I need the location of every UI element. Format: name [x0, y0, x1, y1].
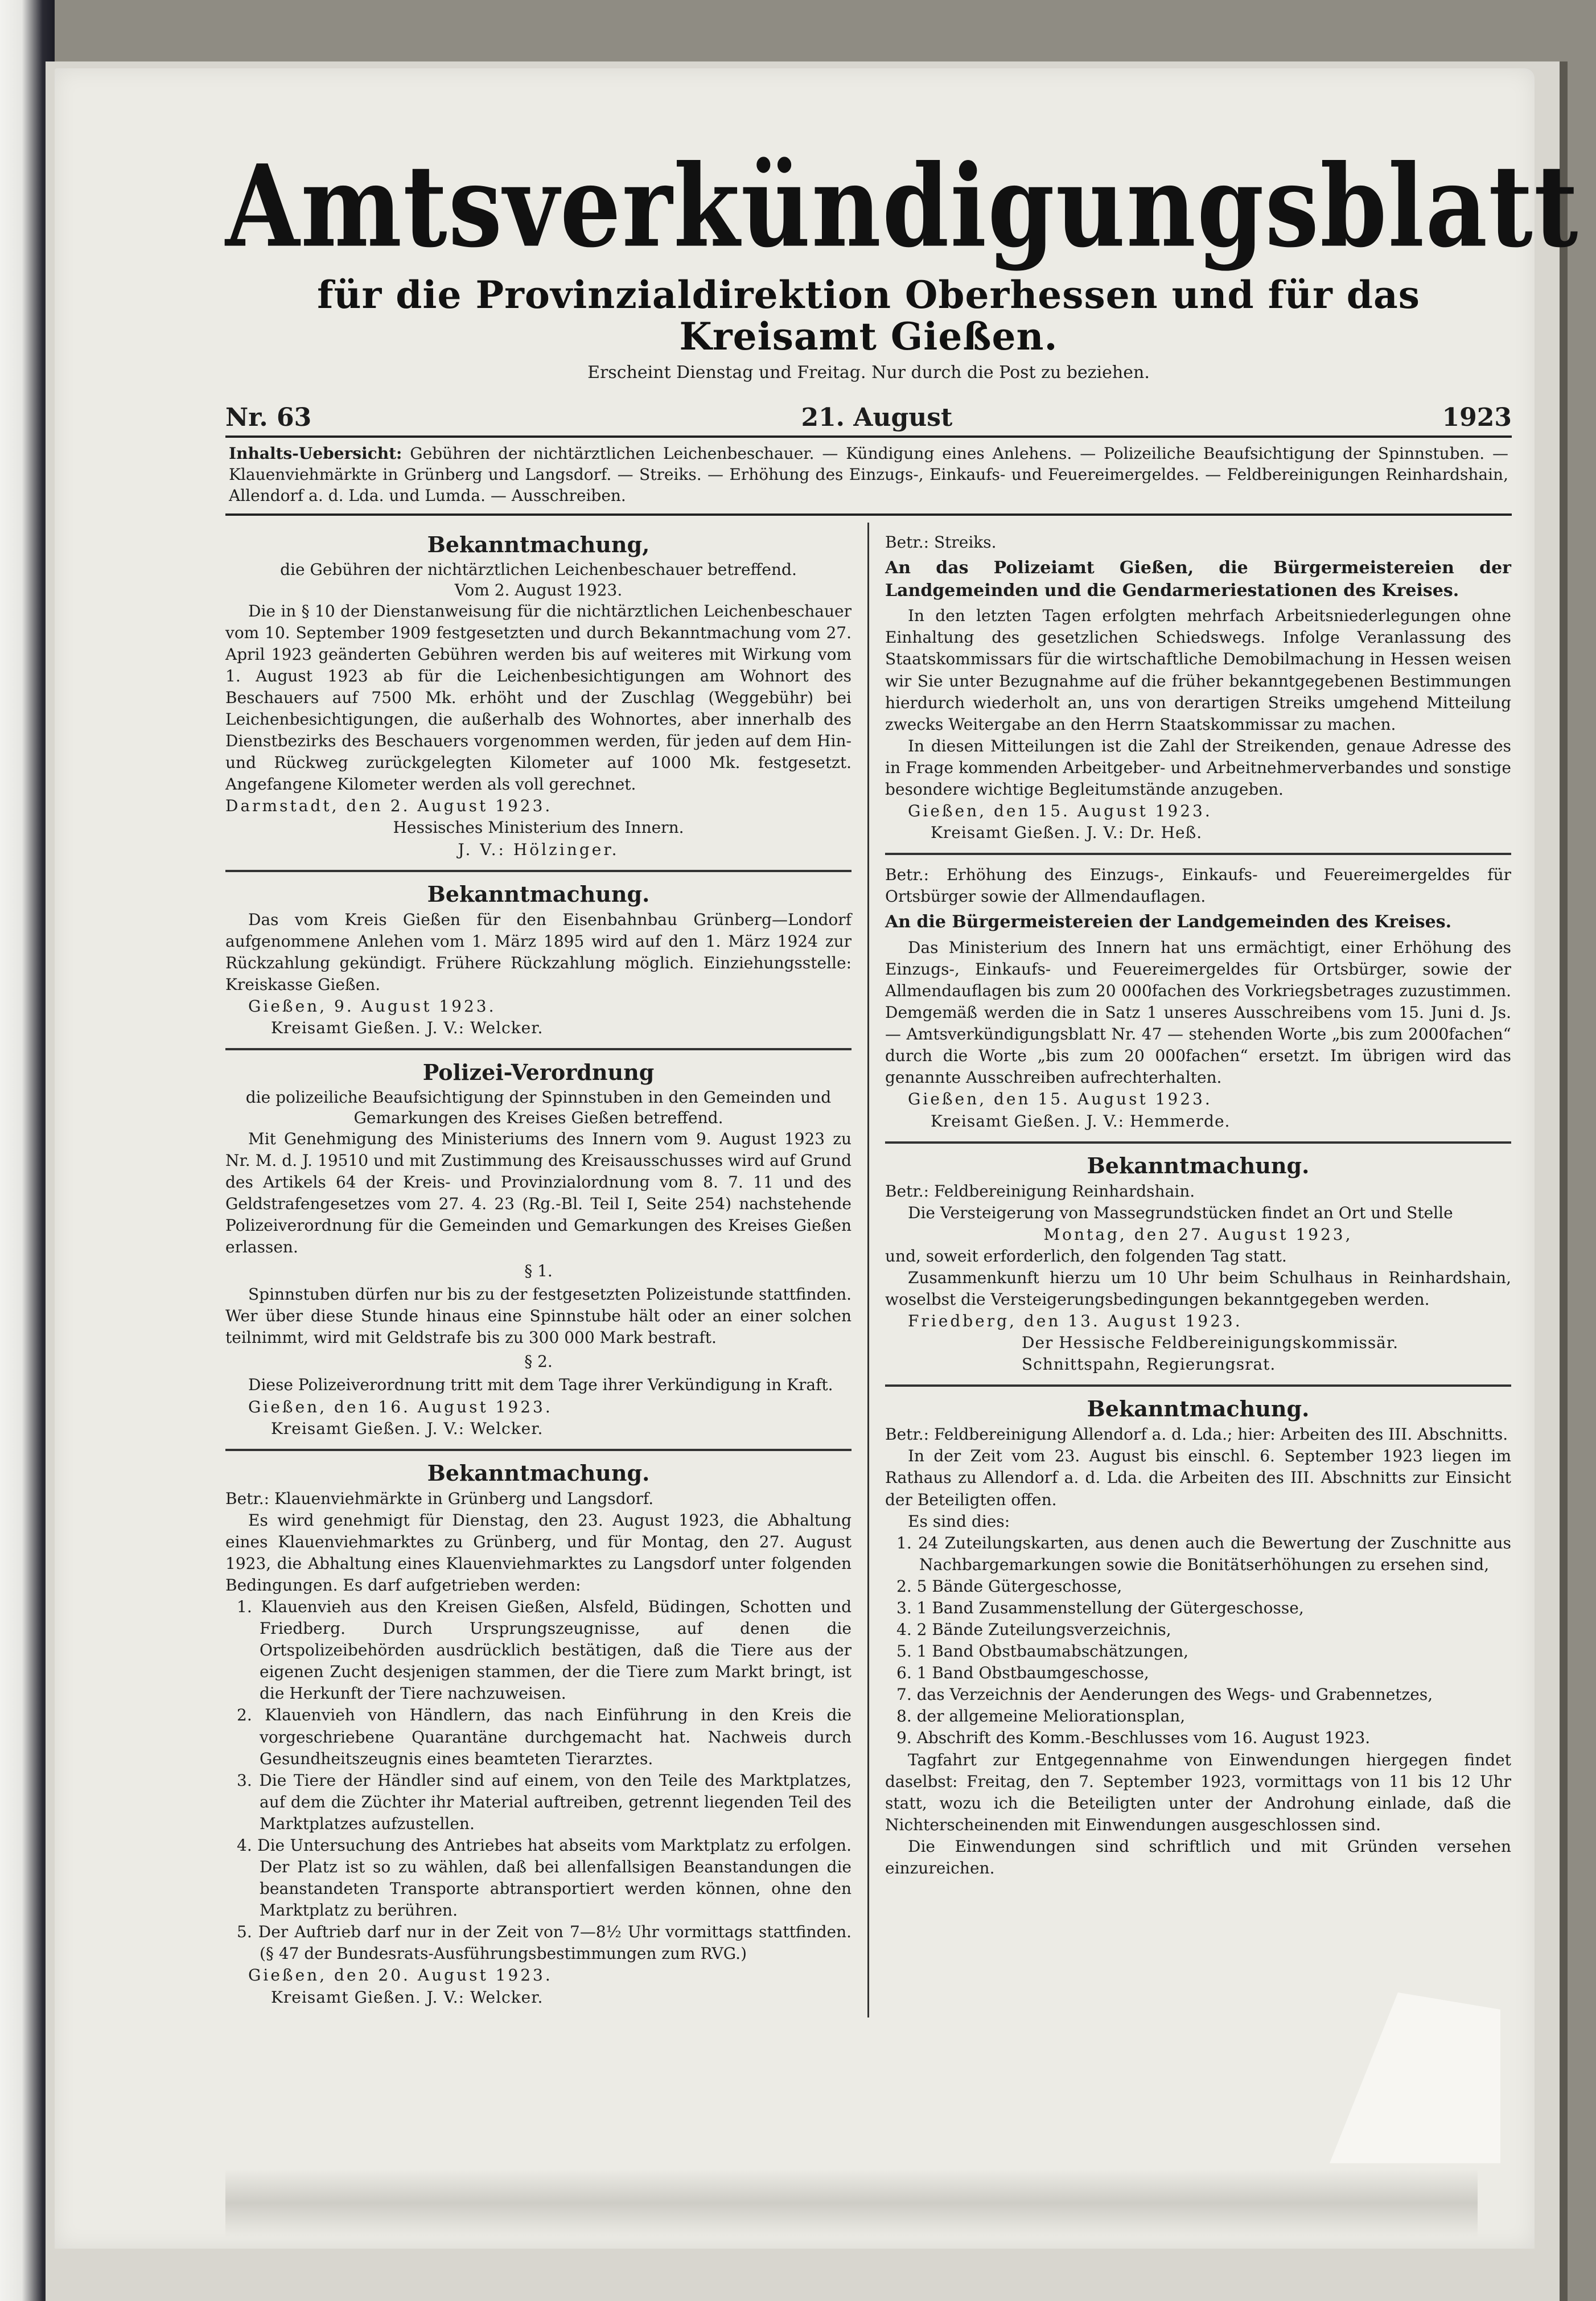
notice-signer: Kreisamt Gießen. J. V.: Dr. Heß. [931, 823, 1203, 843]
notice-place: Friedberg, den 13. August 1923. [908, 1312, 1243, 1331]
columns [225, 523, 1512, 2018]
notice-signer: Kreisamt Gießen. J. V.: Welcker. [271, 1419, 544, 1438]
list-item: 3. 1 Band Zusammenstellung der Gütergeschosse, [896, 1598, 1304, 1617]
list-item: 4. Die Untersuchung des Antriebes hat abseits vom Marktplatz zu erfolgen. Der Platz ist so zu wählen, daß bei allenfallsigen Beanstandungen die beanstandeten Transporte abtransportiert werden können, ohne den Marktplatz zu berühren. [237, 1835, 852, 1920]
right-column [867, 523, 1511, 2018]
list-item: 2. Klauenvieh von Händlern, das nach Einführung in den Kreis die vorgeschriebene Quarantäne durchgemacht hat. Nachweis durch Gesundheitszeugnis eines beamteten Tierarztes. [237, 1706, 852, 1768]
newspaper-subtitle: für die Provinzialdirektion Oberhessen und für das Kreisamt Gießen. [317, 273, 1420, 359]
notice-signer: Kreisamt Gießen. J. V.: Welcker. [271, 1018, 544, 1038]
masthead [225, 139, 1579, 383]
issue-date: 21. August [801, 403, 953, 433]
notice-body-3: Zusammenkunft hierzu um 10 Uhr beim Schulhaus in Reinhardshain, woselbst die Versteigerungsbedingungen bekanntgegeben werden. [885, 1268, 1511, 1309]
notice-betreff: Betr.: Streiks. [885, 533, 997, 552]
scan-shadow [225, 2169, 1478, 2237]
notice-body: Die Versteigerung von Massegrundstücken findet an Ort und Stelle [908, 1203, 1453, 1222]
newspaper-content [225, 139, 1579, 2049]
notice-place: Gießen, den 20. August 1923. [248, 1966, 553, 1985]
toc-label: Inhalts-Uebersicht: [229, 444, 402, 463]
list-item: 2. 5 Bände Gütergeschosse, [896, 1576, 1122, 1596]
notice-signer: Kreisamt Gießen. J. V.: Welcker. [271, 1987, 544, 2007]
notice-body: In der Zeit vom 23. August bis einschl. 6. September 1923 liegen im Rathaus zu Allendorf a. d. Lda. die Arbeiten des III. Abschnitts zur Einsicht der Beteiligten offen. [885, 1447, 1511, 1509]
notice-address: An die Bürgermeistereien der Landgemeinden des Kreises. [885, 912, 1452, 932]
paragraph-2: Diese Polizeiverordnung tritt mit dem Tage ihrer Verkündigung in Kraft. [248, 1375, 833, 1395]
notice-allendorf [885, 1387, 1511, 1888]
notice-address: An das Polizeiamt Gießen, die Bürgermeistereien der Landgemeinden und die Gendarmeriestationen des Kreises. [885, 558, 1511, 601]
notice-body: Die in § 10 der Dienstanweisung für die nichtärztlichen Leichenbeschauer vom 10. September 1909 festgesetzten und durch Bekanntmachung vom 27. April 1923 geänderten Gebühren werden bis auf weiteres mit Wirkung vom 1. August 1923 ab für die Leichenbesichtigungen am Wohnort des Beschauers auf 7500 Mk. erhöht und der Zuschlag (Weggebühr) bei Leichenbesichtigungen, die außerhalb des Wohnortes, aber innerhalb des Dienstbezirks des Beschauers vorgenommen werden, für jeden auf dem Hin- und Rückweg zurückgelegten Kilometer auf 1000 Mk. festgesetzt. Angefangene Kilometer werden als voll gerechnet. [225, 601, 852, 794]
notice-body-2: In diesen Mitteilungen ist die Zahl der Streikenden, genaue Adresse des in Frage kommenden Arbeitgeber- und Arbeitnehmerverbandes und sonstige besondere wichtige Begleitumstände anzugeben. [885, 736, 1511, 799]
notice-place: Gießen, den 16. August 1923. [248, 1397, 553, 1416]
notice-date: Vom 2. August 1923. [454, 580, 623, 599]
notice-signer: Schnittspahn, Regierungsrat. [1022, 1355, 1276, 1374]
list-item: 3. Die Tiere der Händler sind auf einem, von den Teile des Marktplatzes, auf dem die Züchter ihr Material auftreiben, getrennt liegenden Teil des Marktplatzes aufzustellen. [237, 1770, 852, 1833]
notice-place: Gießen, 9. August 1923. [248, 996, 496, 1016]
notice-body: Mit Genehmigung des Ministeriums des Innern vom 9. August 1923 zu Nr. M. d. J. 19510 und mit Zustimmung des Kreisausschusses wird auf Grund des Artikels 64 der Kreis- und Provinzialordnung vom 8. 7. 11 und des Geldstrafengesetzes vom 27. 4. 23 (Rg.-Bl. Teil I, Seite 254) nachstehende Polizeiverordnung für die Gemeinden und Gemarkungen des Kreises Gießen erlassen. [225, 1129, 852, 1257]
toc-text: Gebühren der nichtärztlichen Leichenbeschauer. — Kündigung eines Anlehens. — Polizeiliche Beaufsichtigung der Spinnstuben. — Klauenviehmärkte in Grünberg und Langsdorf. — Streiks. — Erhöhung des Einzugs-, Einkaufs- und Feuereimergeldes. — Feldbereinigungen Reinhardshain, Allendorf a. d. Lda. und Lumda. — Ausschreiben. [229, 444, 1509, 506]
notice-body: In den letzten Tagen erfolgten mehrfach Arbeitsniederlegungen ohne Einhaltung des gesetzlichen Schiedswegs. Infolge Veranlassung des Staatskommissars für die wirtschaftliche Demobilmachung in Hessen weisen wir Sie unter Bezugnahme auf die früher bekanntgegebenen Bestimmungen hierdurch wiederholt an, uns von derartigen Streiks umgehend Mitteilung zwecks Weitergabe an den Herrn Staatskommissar zu machen. [885, 606, 1511, 734]
issue-bar [225, 395, 1512, 438]
notice-reinhardshain [885, 1144, 1511, 1387]
notice-subject: die polizeiliche Beaufsichtigung der Spinnstuben in den Gemeinden und Gemarkungen des Kreises Gießen betreffend. [245, 1088, 832, 1127]
paragraph-2-heading: § 2. [524, 1352, 553, 1371]
notice-title: Bekanntmachung. [1087, 1152, 1310, 1178]
paragraph-1: Spinnstuben dürfen nur bis zu der festgesetzten Polizeistunde stattfinden. Wer über diese Stunde hinaus eine Spinnstube hält oder an einer solchen teilnimmt, wird mit Geldstrafe bis zu 300 000 Mark bestraft. [225, 1285, 852, 1347]
list-item: 9. Abschrift des Komm.-Beschlusses vom 16. August 1923. [896, 1728, 1371, 1748]
notice-betreff: Betr.: Feldbereinigung Reinhardshain. [885, 1181, 1195, 1201]
notice-betreff: Betr.: Feldbereinigung Allendorf a. d. Lda.; hier: Arbeiten des III. Abschnitts. [885, 1425, 1508, 1444]
conditions-list [225, 1596, 852, 1965]
notice-body: Das vom Kreis Gießen für den Eisenbahnbau Grünberg—Londorf aufgenommene Anlehen vom 1. März 1895 wird auf den 1. März 1924 zur Rückzahlung gekündigt. Frühere Rückzahlung möglich. Einziehungsstelle: Kreiskasse Gießen. [225, 910, 852, 994]
notice-anlehen [225, 872, 852, 1050]
newspaper-page [55, 68, 1579, 2249]
notice-body-3: Tagfahrt zur Entgegennahme von Einwendungen hiergegen findet daselbst: Freitag, den 7. September 1923, vormittags von 11 bis 12 Uhr statt, wozu ich die Beteiligten unter der Androhung einlade, daß die Nichterscheinenden mit Einwendungen ausgeschlossen sind. [885, 1750, 1511, 1834]
notice-streiks [885, 523, 1511, 855]
notice-title: Polizei-Verordnung [422, 1059, 655, 1086]
notice-title: Bekanntmachung. [427, 1460, 650, 1486]
notice-leichenbeschauer [225, 523, 852, 872]
notice-betreff: Betr.: Erhöhung des Einzugs-, Einkaufs- und Feuereimergeldes für Ortsbürger sowie der Allmendauflagen. [885, 865, 1511, 906]
documents-list [885, 1532, 1511, 1749]
notice-authority: Hessisches Ministerium des Innern. [393, 818, 684, 837]
notice-signer: Kreisamt Gießen. J. V.: Hemmerde. [931, 1111, 1231, 1131]
notice-place: Gießen, den 15. August 1923. [908, 802, 1212, 821]
notice-body-4: Die Einwendungen sind schriftlich und mit Gründen versehen einzureichen. [885, 1836, 1511, 1877]
publication-note: Erscheint Dienstag und Freitag. Nur durch die Post zu beziehen. [587, 363, 1150, 383]
notice-subject: die Gebühren der nichtärztlichen Leichenbeschauer betreffend. [280, 560, 797, 580]
list-item: 6. 1 Band Obstbaumgeschosse, [896, 1663, 1149, 1683]
notice-title: Bekanntmachung, [427, 532, 650, 558]
notice-authority: Der Hessische Feldbereinigungskommissär. [1022, 1333, 1399, 1353]
auction-date: Montag, den 27. August 1923, [1043, 1225, 1353, 1244]
list-item: 4. 2 Bände Zuteilungsverzeichnis, [896, 1620, 1171, 1640]
notice-place: Darmstadt, den 2. August 1923. [225, 796, 553, 816]
notice-klauenviehmaerkte [225, 1451, 852, 2018]
notice-place: Gießen, den 15. August 1923. [908, 1090, 1212, 1109]
notice-spinnstuben [225, 1050, 852, 1451]
issue-year: 1923 [1442, 403, 1512, 433]
list-item: 7. das Verzeichnis der Aenderungen des Wegs- und Grabennetzes, [896, 1685, 1433, 1704]
notice-signer: J. V.: Hölzinger. [458, 840, 619, 859]
notice-einzugsgeld [885, 855, 1511, 1143]
notice-body: Das Ministerium des Innern hat uns ermächtigt, einer Erhöhung des Einzugs-, Einkaufs- und Feuereimergeldes für Ortsbürger, sowie der Allmendauflagen bis zum 20 000fachen des Vorkriegsbetrages zuzustimmen. Demgemäß werden die in Satz 1 unseres Ausschreibens vom 15. Juni d. Js. — Amtsverkündigungsblatt Nr. 47 — stehenden Worte „bis zum 2000fachen“ durch die Worte „bis zum 20 000fachen“ ersetzt. Im übrigen wird das genannte Ausschreiben aufrechterhalten. [885, 938, 1511, 1087]
notice-body-2: und, soweit erforderlich, den folgenden Tag statt. [885, 1246, 1287, 1265]
issue-number: Nr. 63 [225, 403, 312, 433]
table-of-contents [225, 438, 1512, 516]
notice-title: Bekanntmachung. [427, 881, 650, 907]
left-column [225, 523, 867, 2018]
notice-body: Es wird genehmigt für Dienstag, den 23. August 1923, die Abhaltung eines Klauenviehmarktes zu Grünberg, und für Montag, den 27. August 1923, die Abhaltung eines Klauenviehmarktes zu Langsdorf unter folgenden Bedingungen. Es darf aufgetrieben werden: [225, 1510, 852, 1595]
list-item: 1. Klauenvieh aus den Kreisen Gießen, Alsfeld, Büdingen, Schotten und Friedberg. Durch Ursprungszeugnisse, auf denen die Ortspolizeibehörden ausdrücklich bestätigen, daß die Tiere aus der eigenen Zucht desjenigen stammen, der die Tiere zum Markt bringt, ist die Herkunft der Tiere nachzuweisen. [237, 1597, 852, 1703]
list-item: 8. der allgemeine Meliorationsplan, [896, 1707, 1186, 1726]
paragraph-1-heading: § 1. [524, 1262, 553, 1281]
list-item: 5. Der Auftrieb darf nur in der Zeit von 7—8½ Uhr vormittags stattfinden. (§ 47 der Bundesrats-Ausführungsbestimmungen zum RVG.) [237, 1922, 852, 1963]
notice-title: Bekanntmachung. [1087, 1396, 1310, 1422]
list-item: 1. 24 Zuteilungskarten, aus denen auch die Bewertung der Zuschnitte aus Nachbargemarkungen sowie die Bonitätserhöhungen zu ersehen sind, [896, 1533, 1511, 1574]
list-item: 5. 1 Band Obstbaumabschätzungen, [896, 1642, 1189, 1661]
notice-body-2: Es sind dies: [908, 1511, 1010, 1531]
notice-betreff: Betr.: Klauenviehmärkte in Grünberg und Langsdorf. [225, 1489, 654, 1508]
newspaper-title: Amtsverkündigungsblatt [225, 139, 1579, 273]
